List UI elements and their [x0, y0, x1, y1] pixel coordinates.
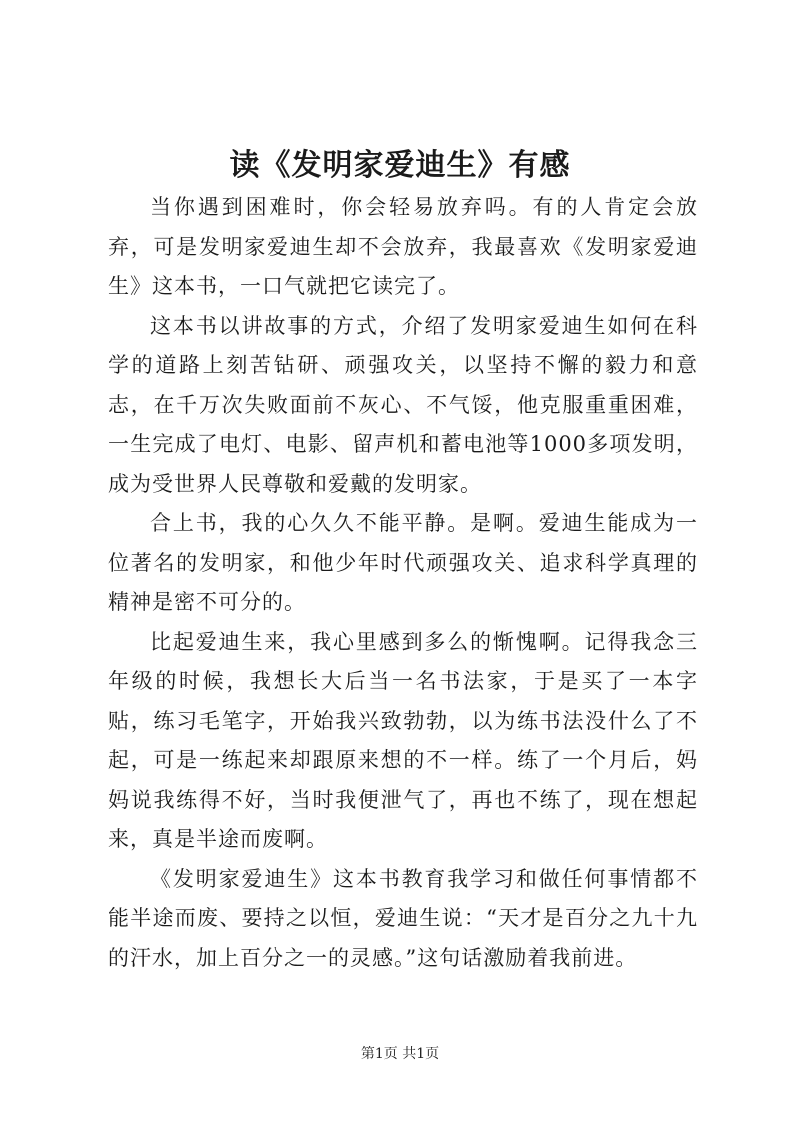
paragraph-2: 这本书以讲故事的方式，介绍了发明家爱迪生如何在科学的道路上刻苦钻研、顽强攻关，以坚持不懈的毅力和意志，在千万次失败面前不灰心、不气馁，他克服重重困难，一生完成了电灯、电影、留声机和蓄电池等1000多项发明，成为受世界人民尊敬和爱戴的发明家。: [108, 313, 698, 496]
page-number-footer: 第1页 共1页: [360, 1046, 440, 1062]
paragraph-4: 比起爱迪生来，我心里感到多么的惭愧啊。记得我念三年级的时候，我想长大后当一名书法家，于是买了一本字贴，练习毛笔字，开始我兴致勃勃，以为练书法没什么了不起，可是一练起来却跟原来想的不一样。练了一个月后，妈妈说我练得不好，当时我便泄气了，再也不练了，现在想起来，真是半途而废啊。: [108, 629, 698, 851]
paragraph-5: 《发明家爱迪生》这本书教育我学习和做任何事情都不能半途而废、要持之以恒，爱迪生说：“天才是百分之九十九的汗水，加上百分之一的灵感。”这句话激励着我前进。: [108, 866, 698, 970]
page-title: 读《发明家爱迪生》有感: [229, 148, 571, 183]
paragraph-1: 当你遇到困难时，你会轻易放弃吗。有的人肯定会放弃，可是发明家爱迪生却不会放弃，我最喜欢《发明家爱迪生》这本书，一口气就把它读完了。: [108, 195, 698, 298]
paragraph-3: 合上书，我的心久久不能平静。是啊。爱迪生能成为一位著名的发明家，和他少年时代顽强攻关、追求科学真理的精神是密不可分的。: [108, 511, 698, 614]
document-body: [108, 188, 698, 978]
